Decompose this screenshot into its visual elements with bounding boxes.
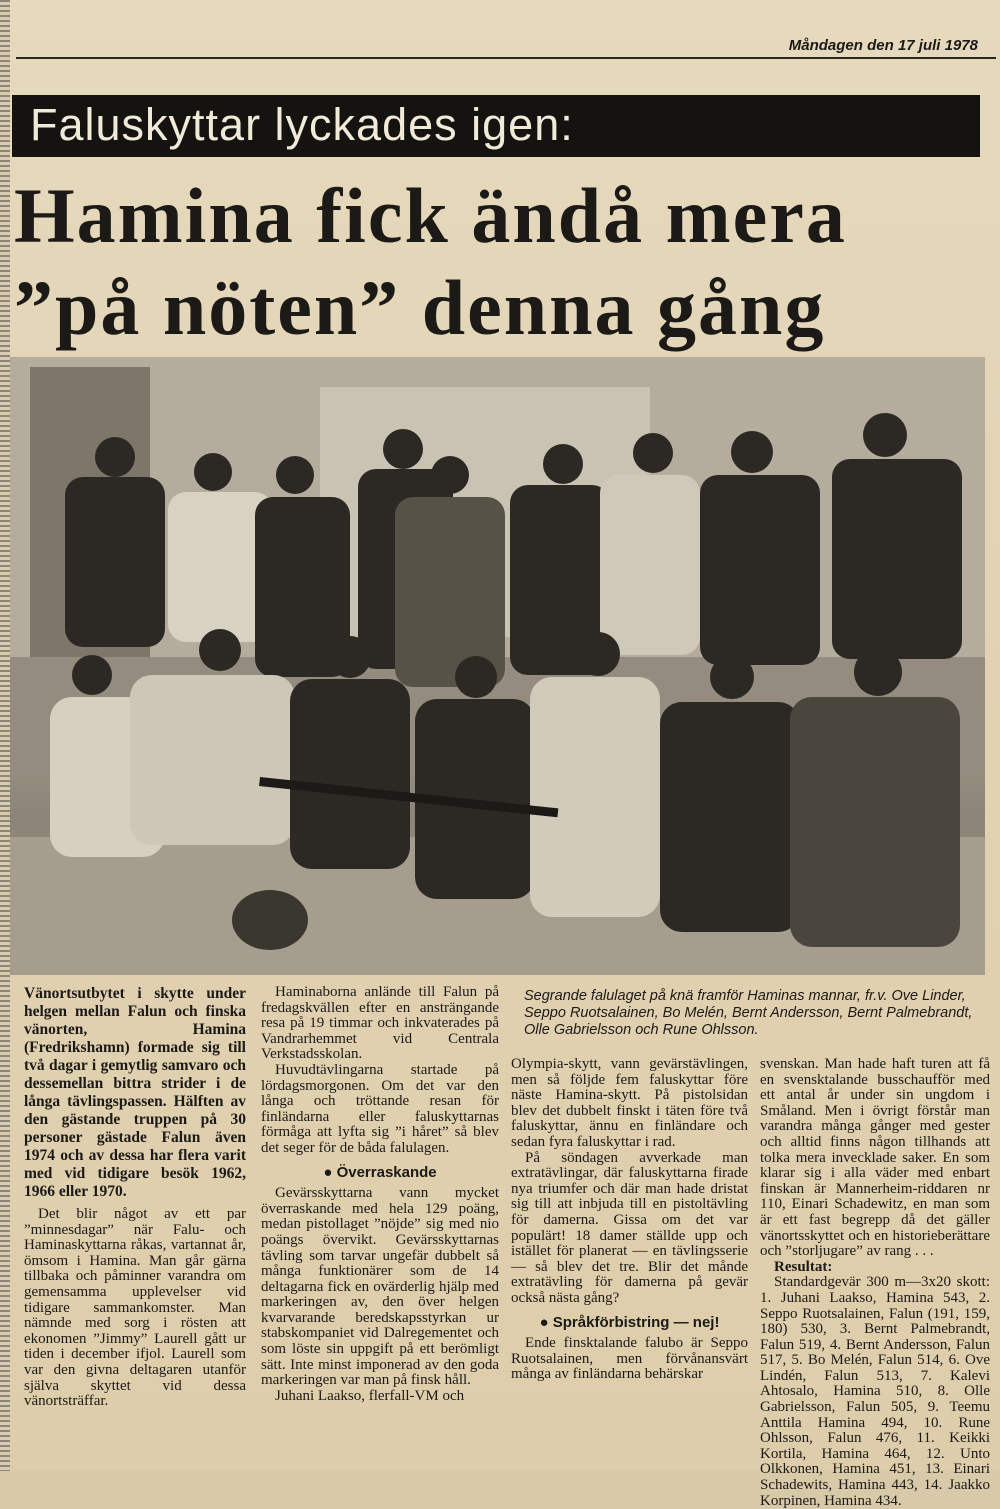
headline-line-1: Hamina fick ändå mera [14,172,847,259]
body-paragraph: Haminaborna anlände till Falun på fredagskvällen efter en ansträngande resa på 19 timmar och inkvaterades på Vandrarhemmet vid Centrala Verkstadsskolan. [261,984,499,1063]
column-3 [511,1057,748,1383]
column-1 [24,985,246,1410]
body-paragraph: Juhani Laakso, flerfall-VM och [275,1387,465,1404]
subheading-sprakforbistring: ● Språkförbistring — nej! [539,1313,720,1331]
header-rule [16,57,996,59]
body-paragraph: Olympia-skytt, vann gevärstävlingen, men så följde fem faluskyttar före näste Hamina-skytt. På pistolsidan blev det dubbelt finskt i täten före två faluskyttar, ännu en finländare och sedan fyra faluskyttar i rad. [511,1056,748,1150]
column-4 [760,1057,990,1509]
subheading-overraskande: ● Överraskande [323,1163,437,1181]
headline-line-2: ”på nöten” denna gång [14,264,826,351]
headline [14,170,984,354]
results-list: Standardgevär 300 m—3x20 skott: 1. Juhani Laakso, Hamina 543, 2. Seppo Ruotsalainen, Falun (191, 159, 180) 530, 3. Bernt Palmebrandt, Falun 519, 4. Bernt Andersson, Falun 517, 5. Bo Melén, Falun 514, 6. Ove Lindén, Falun 513, 7. Kalevi Ahtosalo, Hamina 510, 8. Olle Gabrielsson, Falun 505, 9. Teemu Anttila Hamina 494, 10. Rune Ohlsson, Falun 476, 11. Keikki Kortila, Hamina 464, 12. Unto Olkkonen, Hamina 451, 13. Einari Schadewits, Hamina 443, 14. Jaakko Korpinen, Hamina 434. [760,1274,990,1509]
team-photo [10,357,985,975]
body-paragraph: Huvudtävlingarna startade på lördagsmorgonen. Om det var den långa och tröttande resan för finländarna eller faluskyttarnas förmåga att lyfta sig ”i håret” så blev det seger för de båda falulagen. [261,1061,499,1156]
kicker-banner [12,95,980,157]
column-2 [261,985,499,1404]
body-paragraph: Det blir något av ett par ”minnesdagar” när Falu- och Haminaskyttarna råkas, vartannat år, ömsom i Hamina. Man går gärna tillbaka och påminner varandra om gemensamma upplevelser vid tidigare sammankomster. Man nämnde med sorg i rösten att ekonomen ”Jimmy” Laurell gått ur tiden i december ifjol. Laurell som var den givna deltagaren utanför själva skyttet vid dessa vänortsträffar. [24,1206,246,1410]
photo-caption: Segrande falulaget på knä framför Haminas mannar, fr.v. Ove Linder, Seppo Ruotsalainen, Bo Melén, Bernt Andersson, Bernt Palmebrandt, Olle Gabrielsson och Rune Ohlsson. [524,988,973,1038]
kicker-text: Faluskyttar lyckades igen: [30,99,574,150]
body-paragraph: Gevärsskyttarna vann mycket överraskande med hela 129 poäng, medan pistollaget ”nöjde” sig med nio poängs övervikt. Gevärsskyttarnas tävling som tarvar ungefär dubbelt så många funktionärer som de 14 deltagarna fick en ovärderlig hjälp med markeringen av, den över helgen kvarvarande beredskapsstyrkan ur stabskompaniet vid Dalregementet och som löste sin uppgift på ett berömligt sätt. Inte minst imponerad av den goda markeringen var man på finsk håll. [261,1185,499,1389]
dateline: Måndagen den 17 juli 1978 [788,37,978,54]
body-paragraph: svenskan. Man hade haft turen att få en svensktalande busschaufför med ett antal år under sin ungdom i Småland. Men i övrigt förstår man varandra många gånger med gester och alltid finns någon tillhands att tolka mera invecklade saker. En som klarar sig i alla väder med enbart finskan är Mannerheim-riddaren nr 110, Einari Schadewitz, en man som är ett fast begrepp då det gäller vänortsskyttet och en historieberättare och ”storljugare” av rang . . . [760,1056,990,1260]
lead-paragraph: Vänortsutbytet i skytte under helgen mellan Falun och finska vänorten, Hamina (Fredrikshamn) formade sig till två dagar i gemytlig samvaro och dessemellan bittra strider i de långa tävlingspassen. Hälften av den gästande truppen på 30 personer gästade Falun även 1974 och av dessa har flera varit med vid tidigare besök 1962, 1966 eller 1970. [24,985,246,1200]
body-paragraph: På söndagen avverkade man extratävlingar, där faluskyttarna firade nya triumfer och där man hade dristat sig till att inbjuda till en pistoltävling för damerna. Gissa om det var populärt! 18 damer ställde upp och istället för planerat — en tävlingsserie — så blev det tre. Blir det månde extratävling för damerna på gevär också nästa gång? [511,1149,748,1306]
body-paragraph: Ende finsktalande falubo är Seppo Ruotsalainen, men förvånansvärt många av finländarna behärskar [511,1335,748,1383]
team-photo-illustration [10,357,985,975]
clipping-edge [0,0,10,1471]
results-heading: Resultat: [774,1258,833,1275]
